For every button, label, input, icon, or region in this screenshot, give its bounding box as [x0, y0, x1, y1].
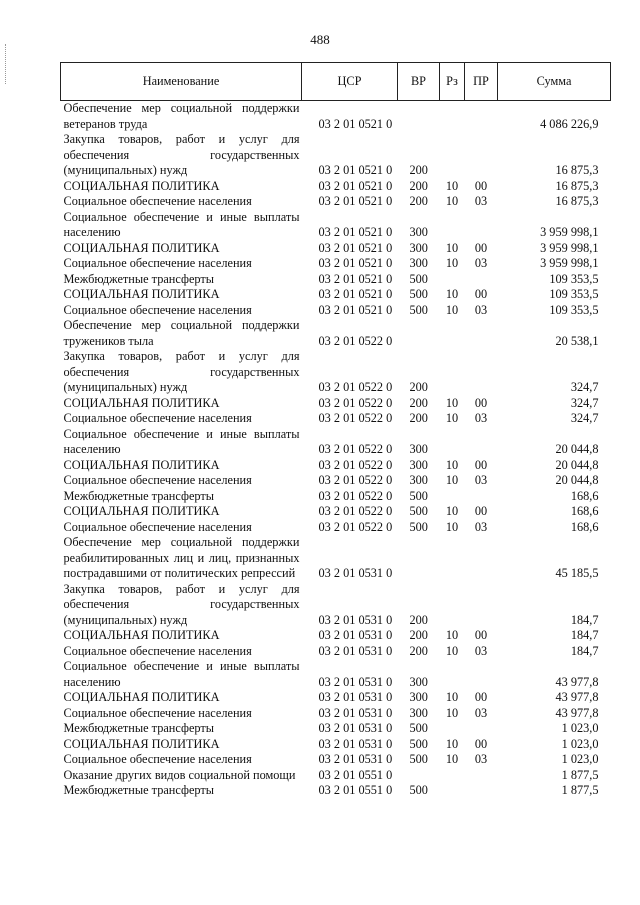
cell-rz: 10 [445, 457, 459, 472]
cell-vr: 500 [409, 488, 428, 503]
cell-sum: 3 959 998,1 [540, 225, 599, 239]
cell-name [61, 473, 302, 489]
cell-csr: 03 2 01 0531 0 [318, 721, 393, 735]
table-row [61, 101, 611, 133]
cell-pr: 03 [474, 411, 488, 425]
column-header-vr: ВР [398, 63, 440, 101]
cell-rz: 10 [445, 411, 459, 425]
cell-name [61, 179, 302, 195]
cell-csr: 03 2 01 0522 0 [318, 395, 393, 410]
cell-name [61, 706, 302, 722]
row-name-text: СОЦИАЛЬНАЯ ПОЛИТИКА [63, 690, 220, 704]
cell-rz: 10 [445, 473, 459, 487]
row-name-text: Социальное обеспечение населения [63, 643, 252, 658]
cell-rz: 10 [445, 256, 459, 270]
cell-rz: 10 [445, 302, 459, 317]
row-name-text: Межбюджетные трансферты [63, 271, 215, 286]
cell-pr: 03 [474, 302, 488, 317]
table-row [61, 396, 611, 412]
cell-name [61, 737, 302, 753]
cell-rz [440, 272, 465, 288]
cell-csr: 03 2 01 0551 0 [318, 783, 393, 797]
row-name-text: Социальное обеспечение и иные выплаты населению [63, 659, 300, 689]
cell-pr: 03 [474, 752, 488, 766]
cell-vr: 300 [409, 240, 428, 255]
cell-name [61, 427, 302, 458]
cell-sum: 43 977,8 [555, 690, 599, 704]
cell-rz [440, 768, 465, 784]
cell-name [61, 132, 302, 179]
cell-rz [440, 783, 465, 799]
row-name-text: Социальное обеспечение населения [63, 302, 252, 317]
cell-pr [465, 272, 498, 288]
table-row [61, 303, 611, 319]
cell-name [61, 101, 302, 133]
cell-sum: 43 977,8 [555, 705, 599, 720]
cell-rz: 10 [445, 628, 459, 642]
cell-csr: 03 2 01 0521 0 [318, 302, 393, 317]
cell-csr: 03 2 01 0522 0 [318, 457, 393, 472]
row-name-text: Социальное обеспечение населения [63, 411, 252, 425]
cell-name [61, 194, 302, 210]
cell-rz: 10 [445, 287, 459, 301]
cell-csr: 03 2 01 0521 0 [318, 116, 393, 131]
cell-rz [440, 427, 465, 458]
row-name-text: Закупка товаров, работ и услуг для обеспечения государственных (муниципальных) нужд [63, 132, 300, 177]
row-name-text: Социальное обеспечение населения [63, 473, 252, 487]
cell-csr: 03 2 01 0551 0 [318, 767, 393, 782]
cell-name [61, 644, 302, 660]
table-row [61, 582, 611, 629]
cell-csr: 03 2 01 0522 0 [318, 411, 393, 425]
cell-pr [465, 349, 498, 396]
cell-sum: 4 086 226,9 [540, 116, 599, 131]
row-name-text: СОЦИАЛЬНАЯ ПОЛИТИКА [63, 628, 220, 642]
cell-csr: 03 2 01 0521 0 [318, 194, 393, 208]
cell-name [61, 721, 302, 737]
cell-pr: 03 [474, 256, 488, 270]
cell-name [61, 783, 302, 799]
cell-vr: 500 [409, 302, 428, 317]
table-row [61, 210, 611, 241]
cell-rz: 10 [445, 705, 459, 720]
cell-pr [465, 210, 498, 241]
cell-pr: 03 [474, 643, 488, 658]
table-row [61, 690, 611, 706]
table-row [61, 458, 611, 474]
cell-sum: 45 185,5 [555, 566, 599, 580]
cell-name [61, 690, 302, 706]
table-row [61, 473, 611, 489]
cell-vr [398, 318, 440, 349]
row-name-text: Социальное обеспечение населения [63, 705, 252, 720]
table-row [61, 194, 611, 210]
row-name-text: СОЦИАЛЬНАЯ ПОЛИТИКА [63, 504, 220, 518]
cell-rz [440, 721, 465, 737]
row-name-text: СОЦИАЛЬНАЯ ПОЛИТИКА [63, 395, 220, 410]
table-row [61, 783, 611, 799]
cell-csr: 03 2 01 0531 0 [318, 628, 393, 642]
cell-csr: 03 2 01 0531 0 [318, 674, 393, 689]
cell-sum: 1 023,0 [561, 752, 599, 766]
cell-name [61, 287, 302, 303]
table-row [61, 520, 611, 536]
table-row [61, 427, 611, 458]
cell-pr [465, 427, 498, 458]
cell-sum: 324,7 [570, 395, 599, 410]
cell-vr: 200 [409, 163, 428, 177]
cell-vr: 300 [409, 457, 428, 472]
row-name-text: Социальное обеспечение населения [63, 519, 252, 534]
cell-sum: 184,7 [570, 628, 599, 642]
cell-csr: 03 2 01 0521 0 [318, 271, 393, 286]
cell-csr: 03 2 01 0522 0 [318, 380, 393, 394]
cell-csr: 03 2 01 0521 0 [318, 225, 393, 239]
cell-sum: 20 044,8 [555, 457, 599, 472]
cell-name [61, 303, 302, 319]
cell-name [61, 768, 302, 784]
cell-vr: 500 [409, 783, 428, 797]
cell-sum: 16 875,3 [555, 163, 599, 177]
row-name-text: Социальное обеспечение населения [63, 256, 252, 270]
cell-sum: 3 959 998,1 [540, 240, 599, 255]
cell-pr [465, 489, 498, 505]
cell-vr: 200 [409, 643, 428, 658]
cell-sum: 109 353,5 [549, 302, 599, 317]
cell-csr: 03 2 01 0531 0 [318, 705, 393, 720]
cell-sum: 1 877,5 [561, 767, 599, 782]
cell-pr: 00 [474, 240, 488, 255]
table-row [61, 752, 611, 768]
cell-rz: 10 [445, 643, 459, 658]
cell-vr: 300 [409, 473, 428, 487]
cell-vr: 300 [409, 442, 428, 456]
cell-rz [440, 132, 465, 179]
cell-rz [440, 659, 465, 690]
cell-name [61, 241, 302, 257]
cell-pr: 00 [474, 395, 488, 410]
cell-csr: 03 2 01 0522 0 [318, 473, 393, 487]
cell-pr: 03 [474, 705, 488, 720]
cell-vr: 500 [409, 287, 428, 301]
cell-pr: 00 [474, 690, 488, 704]
cell-pr: 00 [474, 628, 488, 642]
cell-rz: 10 [445, 690, 459, 704]
cell-csr: 03 2 01 0521 0 [318, 178, 393, 193]
cell-vr: 200 [409, 194, 428, 208]
cell-sum: 1 023,0 [561, 721, 599, 735]
cell-rz: 10 [445, 519, 459, 534]
table-row [61, 179, 611, 195]
cell-sum: 20 044,8 [555, 442, 599, 456]
cell-vr: 300 [409, 674, 428, 689]
cell-pr [465, 768, 498, 784]
cell-csr: 03 2 01 0522 0 [318, 442, 393, 456]
cell-csr: 03 2 01 0522 0 [318, 488, 393, 503]
cell-vr [398, 768, 440, 784]
cell-sum: 1 023,0 [561, 736, 599, 751]
cell-rz: 10 [445, 395, 459, 410]
cell-name [61, 752, 302, 768]
cell-rz [440, 210, 465, 241]
cell-rz [440, 101, 465, 133]
cell-csr: 03 2 01 0531 0 [318, 643, 393, 658]
cell-sum: 1 877,5 [561, 783, 599, 797]
cell-rz [440, 318, 465, 349]
cell-pr [465, 101, 498, 133]
cell-sum: 184,7 [570, 643, 599, 658]
cell-name [61, 272, 302, 288]
budget-table [60, 62, 611, 799]
cell-csr: 03 2 01 0531 0 [318, 566, 393, 580]
row-name-text: Социальное обеспечение и иные выплаты населению [63, 426, 300, 456]
cell-sum: 168,6 [570, 519, 599, 534]
table-row [61, 737, 611, 753]
table-row [61, 349, 611, 396]
cell-name [61, 256, 302, 272]
cell-name [61, 504, 302, 520]
cell-sum: 20 538,1 [555, 333, 599, 348]
cell-rz [440, 582, 465, 629]
cell-rz: 10 [445, 194, 459, 208]
cell-vr: 200 [409, 178, 428, 193]
cell-pr: 03 [474, 194, 488, 208]
cell-vr: 200 [409, 395, 428, 410]
cell-pr [465, 659, 498, 690]
cell-rz [440, 349, 465, 396]
cell-name [61, 489, 302, 505]
table-row [61, 256, 611, 272]
cell-vr: 300 [409, 690, 428, 704]
cell-name [61, 458, 302, 474]
cell-name [61, 582, 302, 629]
cell-pr [465, 132, 498, 179]
table-row [61, 504, 611, 520]
cell-name [61, 628, 302, 644]
table-row [61, 535, 611, 582]
cell-pr [465, 582, 498, 629]
table-row [61, 659, 611, 690]
cell-name [61, 535, 302, 582]
cell-rz [440, 489, 465, 505]
cell-csr: 03 2 01 0531 0 [318, 612, 393, 627]
row-name-text: Закупка товаров, работ и услуг для обеспечения государственных (муниципальных) нужд [63, 581, 300, 627]
row-name-text: Оказание других видов социальной помощи [63, 767, 296, 782]
cell-vr: 500 [409, 519, 428, 534]
cell-name [61, 411, 302, 427]
cell-pr [465, 535, 498, 582]
cell-sum: 43 977,8 [555, 674, 599, 689]
row-name-text: СОЦИАЛЬНАЯ ПОЛИТИКА [63, 240, 220, 255]
row-name-text: Закупка товаров, работ и услуг для обеспечения государственных (муниципальных) нужд [63, 349, 300, 394]
table-row [61, 721, 611, 737]
column-header-pr: ПР [465, 63, 498, 101]
row-name-text: СОЦИАЛЬНАЯ ПОЛИТИКА [63, 178, 220, 193]
margin-marks [5, 44, 8, 84]
cell-rz: 10 [445, 736, 459, 751]
cell-vr: 500 [409, 736, 428, 751]
table-header-row [61, 63, 611, 101]
cell-csr: 03 2 01 0531 0 [318, 752, 393, 766]
row-name-text: Социальное обеспечение и иные выплаты населению [63, 209, 300, 239]
cell-name [61, 318, 302, 349]
row-name-text: Межбюджетные трансферты [63, 721, 215, 735]
column-header-name: Наименование [61, 63, 302, 101]
cell-csr: 03 2 01 0521 0 [318, 163, 393, 177]
row-name-text: Обеспечение мер социальной поддержки реабилитированных лиц и лиц, признанных пострадавшими от политических репрессий [63, 535, 300, 580]
table-row [61, 318, 611, 349]
column-header-rz: Рз [440, 63, 465, 101]
cell-pr: 03 [474, 473, 488, 487]
cell-sum: 16 875,3 [555, 178, 599, 193]
cell-pr: 00 [474, 736, 488, 751]
cell-sum: 109 353,5 [549, 271, 599, 286]
row-name-text: СОЦИАЛЬНАЯ ПОЛИТИКА [63, 287, 220, 301]
cell-csr: 03 2 01 0521 0 [318, 240, 393, 255]
table-row [61, 768, 611, 784]
cell-csr: 03 2 01 0522 0 [318, 504, 393, 518]
cell-vr: 200 [409, 628, 428, 642]
cell-pr [465, 721, 498, 737]
cell-pr: 00 [474, 178, 488, 193]
cell-pr: 03 [474, 519, 488, 534]
table-row [61, 644, 611, 660]
cell-sum: 324,7 [570, 380, 599, 394]
table-row [61, 411, 611, 427]
column-header-csr: ЦСР [302, 63, 398, 101]
cell-csr: 03 2 01 0531 0 [318, 690, 393, 704]
cell-sum: 168,6 [570, 504, 599, 518]
cell-sum: 109 353,5 [549, 287, 599, 301]
cell-vr: 500 [409, 504, 428, 518]
cell-csr: 03 2 01 0531 0 [318, 736, 393, 751]
cell-sum: 20 044,8 [555, 473, 599, 487]
row-name-text: СОЦИАЛЬНАЯ ПОЛИТИКА [63, 457, 220, 472]
cell-sum: 324,7 [570, 411, 599, 425]
cell-csr: 03 2 01 0521 0 [318, 256, 393, 270]
cell-pr [465, 783, 498, 799]
cell-name [61, 659, 302, 690]
row-name-text: СОЦИАЛЬНАЯ ПОЛИТИКА [63, 736, 220, 751]
cell-vr [398, 101, 440, 133]
cell-rz [440, 535, 465, 582]
cell-sum: 16 875,3 [555, 194, 599, 208]
cell-rz: 10 [445, 504, 459, 518]
cell-rz: 10 [445, 178, 459, 193]
cell-vr: 300 [409, 225, 428, 239]
table-row [61, 287, 611, 303]
table-row [61, 132, 611, 179]
table-row [61, 272, 611, 288]
cell-rz: 10 [445, 240, 459, 255]
cell-pr [465, 318, 498, 349]
cell-sum: 184,7 [570, 612, 599, 627]
cell-pr: 00 [474, 504, 488, 518]
row-name-text: Межбюджетные трансферты [63, 488, 215, 503]
row-name-text: Социальное обеспечение населения [63, 194, 252, 208]
cell-vr: 500 [409, 752, 428, 766]
cell-pr: 00 [474, 287, 488, 301]
column-header-sum: Сумма [498, 63, 611, 101]
cell-vr: 200 [409, 380, 428, 394]
row-name-text: Обеспечение мер социальной поддержки ветеранов труда [63, 101, 300, 131]
cell-csr: 03 2 01 0522 0 [318, 333, 393, 348]
row-name-text: Межбюджетные трансферты [63, 783, 215, 797]
cell-name [61, 349, 302, 396]
row-name-text: Обеспечение мер социальной поддержки тружеников тыла [63, 318, 300, 348]
cell-vr: 200 [409, 411, 428, 425]
cell-name [61, 210, 302, 241]
cell-sum: 3 959 998,1 [540, 256, 599, 270]
cell-name [61, 396, 302, 412]
cell-csr: 03 2 01 0522 0 [318, 519, 393, 534]
cell-vr: 500 [409, 271, 428, 286]
page-number: 488 [310, 32, 330, 47]
cell-csr: 03 2 01 0521 0 [318, 287, 393, 301]
table-row [61, 628, 611, 644]
cell-vr: 300 [409, 256, 428, 270]
cell-vr: 200 [409, 612, 428, 627]
cell-rz: 10 [445, 752, 459, 766]
cell-sum: 168,6 [570, 488, 599, 503]
row-name-text: Социальное обеспечение населения [63, 752, 252, 766]
cell-vr: 300 [409, 705, 428, 720]
table-body [61, 101, 611, 799]
cell-name [61, 520, 302, 536]
cell-vr [398, 535, 440, 582]
table-row [61, 241, 611, 257]
table-row [61, 706, 611, 722]
cell-vr: 500 [409, 721, 428, 735]
table-row [61, 489, 611, 505]
cell-pr: 00 [474, 457, 488, 472]
